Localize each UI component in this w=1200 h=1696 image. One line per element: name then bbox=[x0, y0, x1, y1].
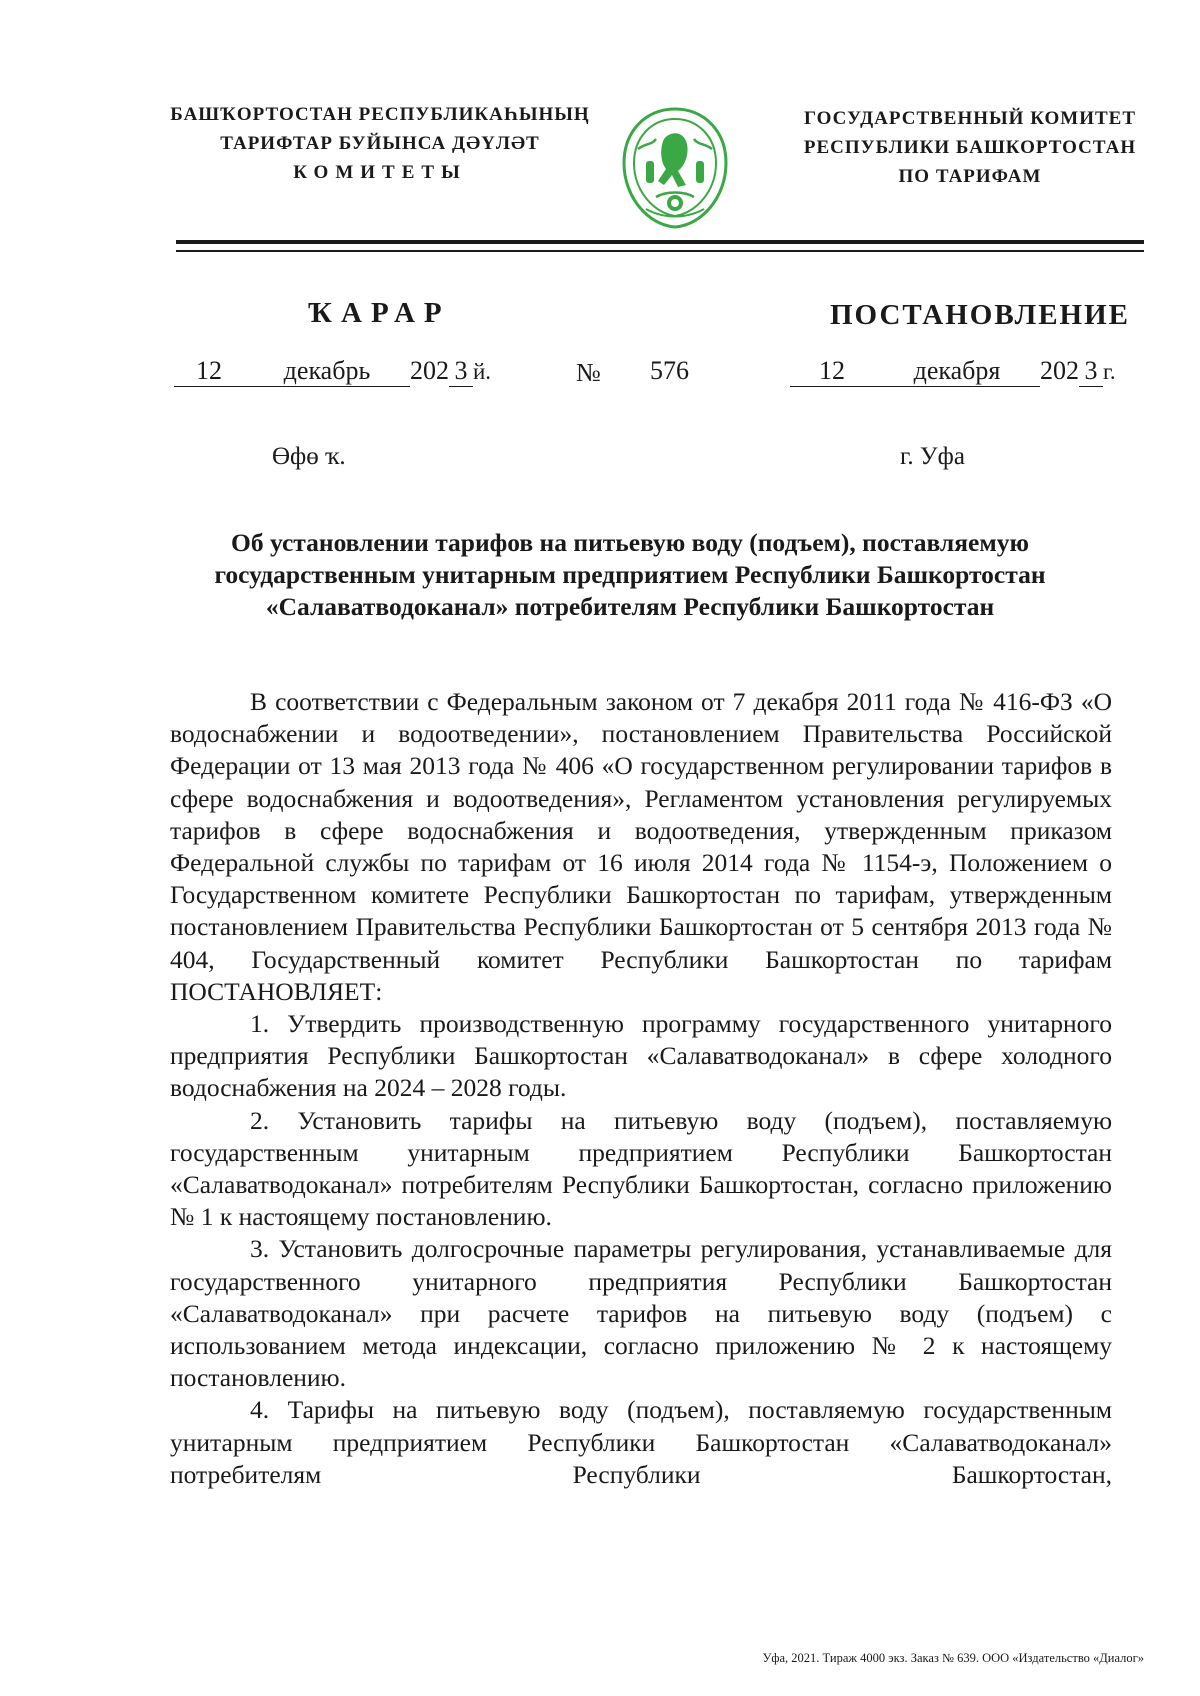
date-right-day: 12 bbox=[790, 356, 874, 387]
date-right-suffix: г. bbox=[1103, 359, 1116, 384]
title-line-1: Об установлении тарифов на питьевую воду (подъем), поставляемую bbox=[231, 528, 1029, 557]
item-1-paragraph: 1. Утвердить производственную программу государственного унитарного предприятия Республики Башкортостан «Салаватводоканал» в сфере холодного водоснабжения на 2024 – 2028 годы. bbox=[170, 1009, 1112, 1103]
doc-number-sign: № bbox=[576, 358, 601, 387]
header-right-line-3: ПО ТАРИФАМ bbox=[898, 166, 1042, 187]
doc-type-right: ПОСТАНОВЛЕНИЕ bbox=[830, 299, 1131, 331]
header-right-line-2: РЕСПУБЛИКИ БАШКОРТОСТАН bbox=[803, 137, 1137, 158]
title-line-2: государственным унитарным предприятием Республики Башкортостан bbox=[214, 560, 1046, 589]
document-body bbox=[170, 686, 1112, 1491]
title-line-3: «Салаватводоканал» потребителям Республики Башкортостан bbox=[265, 592, 995, 621]
date-left-month: декабрь bbox=[244, 356, 410, 387]
header-right bbox=[780, 104, 1160, 191]
header-divider-thick bbox=[176, 240, 1144, 244]
date-right-month: декабря bbox=[874, 356, 1040, 387]
item-3-paragraph: 3. Установить долгосрочные параметры регулирования, устанавливаемые для государственного унитарного предприятия Республики Башкортостан «Салаватводоканал» при расчете тарифов на питьевую воду (подъем) с использованием метода индексации, согласно приложению № 2 к настоящему постановлению. bbox=[170, 1234, 1112, 1393]
header-divider-thin bbox=[176, 250, 1144, 252]
date-right bbox=[790, 356, 1116, 387]
date-left bbox=[174, 356, 491, 387]
date-right-year-prefix: 202 bbox=[1040, 356, 1079, 385]
document-title bbox=[150, 527, 1110, 623]
doc-number: 576 bbox=[650, 356, 689, 385]
header-left-line-1: БАШҠОРТОСТАН РЕСПУБЛИКАҺЫНЫҢ bbox=[170, 104, 590, 125]
header-left-line-2: ТАРИФТАР БУЙЫНСА ДӘҮЛӘТ bbox=[220, 133, 540, 154]
date-right-year-digit: 3 bbox=[1079, 356, 1103, 387]
print-footer: Уфа, 2021. Тираж 4000 экз. Заказ № 639. ООО «Издательство «Диалог» bbox=[762, 1651, 1144, 1665]
header-left-line-3: КОМИТЕТЫ bbox=[293, 162, 467, 183]
date-left-year-digit: 3 bbox=[449, 356, 473, 387]
bashkortostan-coat-of-arms-icon bbox=[616, 105, 734, 231]
place-right: г. Уфа bbox=[900, 443, 965, 470]
place-left: Өфө ҡ. bbox=[272, 443, 346, 470]
date-left-suffix: й. bbox=[473, 359, 492, 384]
header-right-line-1: ГОСУДАРСТВЕННЫЙ КОМИТЕТ bbox=[803, 108, 1137, 129]
header-left bbox=[150, 100, 610, 187]
date-left-year-prefix: 202 bbox=[410, 356, 449, 385]
preamble-paragraph: В соответствии с Федеральным законом от 7 декабря 2011 года № 416-ФЗ «О водоснабжении и водоотведении», постановлением Правительства Российской Федерации от 13 мая 2013 года № 406 «О государственном регулировании тарифов в сфере водоснабжения и водоотведения», Регламентом установления регулируемых тарифов в сфере водоснабжения и водоотведения, утвержденным приказом Федеральной службы по тарифам от 16 июля 2014 года № 1154-э, Положением о Государственном комитете Республики Башкортостан по тарифам, утвержденным постановлением Правительства Республики Башкортостан от 5 сентября 2013 года № 404, Государственный комитет Республики Башкортостан по тарифам ПОСТАНОВЛЯЕТ: bbox=[170, 687, 1112, 1006]
date-left-day: 12 bbox=[174, 356, 244, 387]
item-4-paragraph: 4. Тарифы на питьевую воду (подъем), поставляемую государственным унитарным предприятием Республики Башкортостан «Салаватводоканал» потребителям Республики Башкортостан, bbox=[170, 1395, 1112, 1489]
item-2-paragraph: 2. Установить тарифы на питьевую воду (подъем), поставляемую государственным унитарным предприятием Республики Башкортостан «Салаватводоканал» потребителям Республики Башкортостан, согласно приложению № 1 к настоящему постановлению. bbox=[170, 1105, 1112, 1232]
doc-type-left: ҠАРАР bbox=[308, 297, 451, 329]
